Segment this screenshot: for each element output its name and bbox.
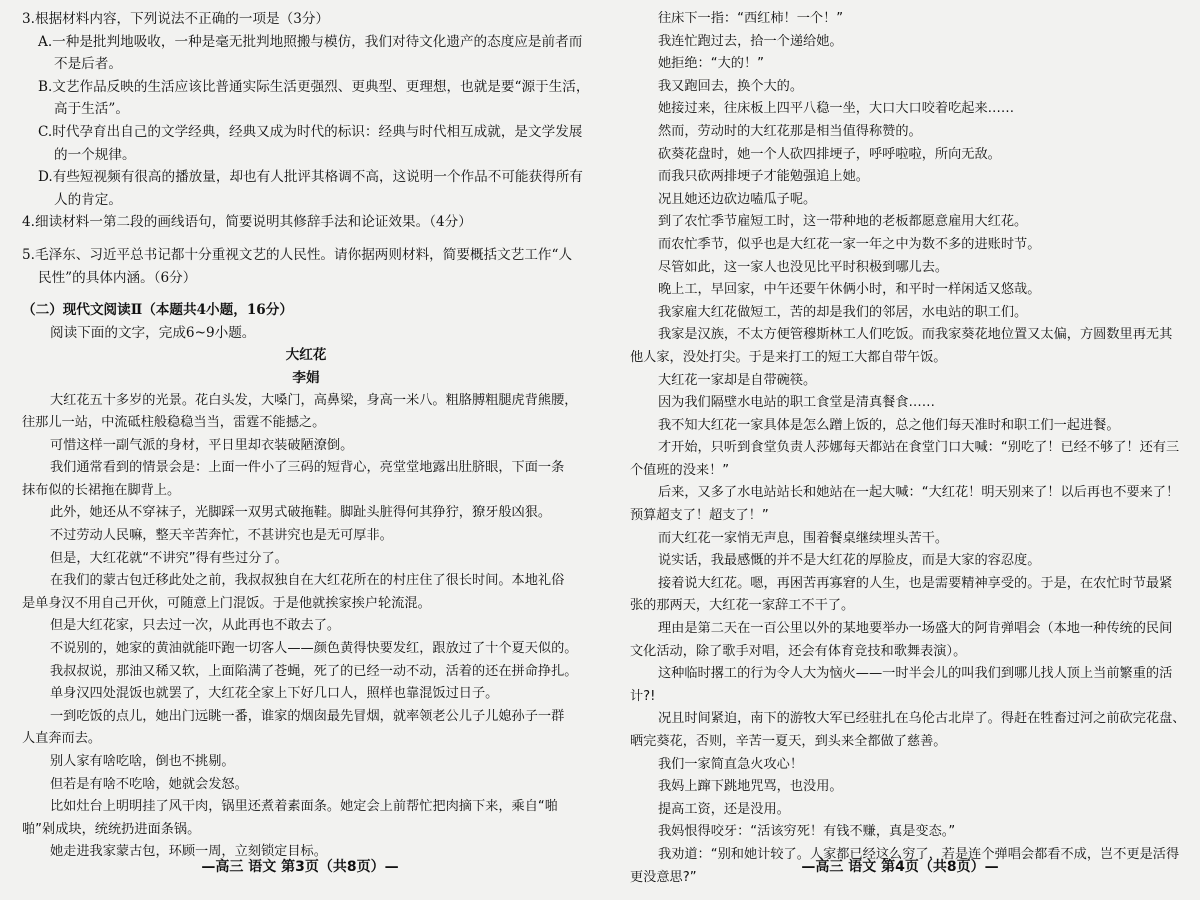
story-line: 但是，大红花就“不讲究”得有些过分了。 [50,550,288,566]
story-line: 而我只砍两排埂子才能勉强追上她。 [658,169,869,185]
story-line: 我妈上蹿下跳地咒骂，也没用。 [658,779,843,795]
story-line: 人直奔而去。 [22,731,102,747]
story-line: 而大红花一家悄无声息，围着餐桌继续埋头苦干。 [658,530,949,546]
story-line: 我们通常看到的情景会是：上面一件小了三码的短背心，亮堂堂地露出肚脐眼，下面一条 [50,460,565,476]
story-title: 大红花 [285,347,327,364]
story-line: 我家是汉族，不太方便管穆斯林工人们吃饭。而我家葵花地位置又太偏，方圆数里再无其 [658,327,1173,343]
story-line: 张的那两天，大红花一家辞工不干了。 [630,598,855,614]
story-line: 更没意思?” [630,869,697,885]
story-line: 我妈恨得咬牙：“活该穷死！有钱不赚，真是变态。” [658,824,956,840]
story-line: 我叔叔说，那油又稀又软，上面陷满了苍蝇，死了的已经一动不动，活着的还在拼命挣扎。 [50,663,578,679]
story-line: 是单身汉不用自己开伙，可随意上门混饭。于是他就挨家挨户轮流混。 [22,595,431,611]
answer-space [22,289,590,299]
story-line: 而农忙季节，似乎也是大红花一家一年之中为数不多的进账时节。 [658,236,1041,252]
section-instruction: 阅读下面的文字，完成6~9小题。 [50,324,256,341]
story-line: 理由是第二天在一百公里以外的某地要举办一场盛大的阿肯弹唱会（本地一种传统的民间 [658,621,1173,637]
story-line: 因为我们隔壁水电站的职工食堂是清真餐食…… [658,395,935,411]
answer-space [22,234,590,244]
story-line: 此外，她还从不穿袜子，光脚踩一双男式破拖鞋。脚趾头脏得何其狰狞，獠牙般凶狠。 [50,505,552,521]
story-line: 后来，又多了水电站站长和她站在一起大喊：“大红花！明天别来了！以后再也不要来了！ [658,485,1180,501]
story-line: 我家雇大红花做短工，苦的却是我们的邻居，水电站的职工们。 [658,304,1028,320]
q3-option-a-cont: 不是后者。 [54,56,122,73]
right-page [600,0,1200,900]
story-line: 我又跑回去，换个大的。 [658,78,804,94]
story-line: 晚上工，早回家，中午还要午休俩小时，和平时一样闲适又悠哉。 [658,282,1041,298]
story-line: 计?! [630,688,656,704]
story-line: 但若是有啥不吃啥，她就会发怒。 [50,776,248,792]
story-line: 抹布似的长裙拖在脚背上。 [22,482,181,498]
story-line: 不说别的，她家的黄油就能吓跑一切客人——颜色黄得快要发红，跟放过了十个夏天似的。 [50,641,578,657]
q3-option-b: B.文艺作品反映的生活应该比普通实际生活更强烈、更典型、更理想，也就是要“源于生活， [38,78,590,95]
story-line: 一到吃饭的点儿，她出门远眺一番，谁家的烟囱最先冒烟，就率领老公儿子儿媳孙子一群 [50,708,565,724]
q3-option-a: A.一种是批判地吸收，一种是毫无批判地照搬与模仿，我们对待文化遗产的态度应是前者而 [38,33,583,50]
story-line: 说实话，我最感慨的并不是大红花的厚脸皮，而是大家的容忍度。 [658,553,1041,569]
story-line: 不过劳动人民嘛，整天辛苦奔忙，不甚讲究也是无可厚非。 [50,528,393,544]
story-author: 李娟 [292,369,320,386]
page-footer: —高三 语文 第4页（共8页）— [801,859,999,875]
q3-option-c: C.时代孕育出自己的文学经典，经典又成为时代的标识：经典与时代相互成就，是文学发展 [38,123,583,140]
page-footer: —高三 语文 第3页（共8页）— [201,859,399,875]
story-line: 往床下一指：“西红柿！一个！” [658,11,844,26]
section-title: （二）现代文阅读Ⅱ（本题共4小题，16分） [22,302,293,319]
story-line: 个值班的没来！” [630,462,730,478]
story-line: 往那儿一站，中流砥柱般稳稳当当，雷霆不能撼之。 [22,415,326,431]
story-line: 然而，劳动时的大红花那是相当值得称赞的。 [658,123,922,139]
story-line: 在我们的蒙古包迁移此处之前，我叔叔独自在大红花所在的村庄住了很长时间。本地礼俗 [50,573,565,589]
story-line: 况且时间紧迫，南下的游牧大军已经驻扎在乌伦古北岸了。得赶在牲畜过河之前砍完花盘、 [658,711,1186,727]
story-line: 比如灶台上明明挂了风干肉，锅里还煮着素面条。她定会上前帮忙把肉摘下来，乘自“啪 [50,799,558,815]
story-line: 预算超支了！超支了！” [630,508,769,524]
story-line: 我们一家简直急火攻心！ [658,756,804,772]
story-line: 大红花一家却是自带碗筷。 [658,372,817,388]
story-line: 我不知大红花一家具体是怎么蹭上饭的，总之他们每天准时和职工们一起进餐。 [658,417,1120,433]
story-line: 这种临时撂工的行为令人大为恼火——一时半会儿的叫我们到哪儿找人顶上当前繁重的活 [658,666,1173,682]
story-line: 别人家有啥吃啥，倒也不挑剔。 [50,754,235,769]
story-line: 晒完葵花，否则，辛苦一夏天，到头来全都做了慈善。 [630,734,947,749]
story-line: 单身汉四处混饭也就罢了，大红花全家上下好几口人，照样也靠混饭过日子。 [50,686,499,702]
story-line: 啪”剁成块，统统扔进面条锅。 [22,821,201,837]
story-line: 她走进我家蒙古包，环顾一周，立刻锁定目标。 [50,844,327,860]
q3-option-d-cont: 人的肯定。 [54,191,122,208]
story-line: 可惜这样一副气派的身材，平日里却衣装破陋潦倒。 [50,437,354,453]
story-line: 况且她还边砍边嗑瓜子呢。 [658,191,817,207]
story-line: 才开始，只听到食堂负责人莎娜每天都站在食堂门口大喊：“别吃了！已经不够了！还有三 [658,440,1180,456]
q3-stem: 3.根据材料内容，下列说法不正确的一项是（3分） [22,11,330,27]
story-line: 砍葵花盘时，她一个人砍四排埂子，呼呼啦啦，所向无敌。 [658,146,1001,162]
story-line: 他人家，没处打尖。于是来打工的短工大都自带午饭。 [630,349,947,365]
story-line: 我连忙跑过去，拾一个递给她。 [658,33,843,49]
story-line: 但是大红花家，只去过一次，从此再也不敢去了。 [50,618,341,634]
story-line: 提高工资，还是没用。 [658,801,790,817]
story-line: 她接过来，往床板上四平八稳一坐，大口大口咬着吃起来…… [658,101,1015,117]
q5-stem-cont: 民性”的具体内涵。（6分） [38,269,197,286]
story-line: 文化活动，除了歌手对唱，还会有体育竞技和歌舞表演）。 [630,643,967,659]
story-line: 她拒绝：“大的！” [658,56,764,72]
q5-stem: 5.毛泽东、习近平总书记都十分重视文艺的人民性。请你据两则材料，简要概括文艺工作“人 [22,246,573,263]
story-line: 大红花五十多岁的光景。花白头发，大嗓门，高鼻梁，身高一米八。粗胳膊粗腿虎背熊腰， [50,392,578,408]
q3-option-c-cont: 的一个规律。 [54,146,136,163]
story-line: 尽管如此，这一家人也没见比平时积极到哪儿去。 [658,259,949,275]
q3-option-d: D.有些短视频有很高的播放量，却也有人批评其格调不高，这说明一个作品不可能获得所有 [38,169,583,186]
story-line: 我劝道：“别和她计较了。人家都已经这么穷了，若是连个弹唱会都看不成，岂不更是活得 [658,846,1180,862]
q3-option-b-cont: 高于生活”。 [54,101,129,118]
story-line: 到了农忙季节雇短工时，这一带种地的老板都愿意雇用大红花。 [658,214,1028,230]
story-line: 接着说大红花。嗯，再困苦再寡窘的人生，也是需要精神享受的。于是，在农忙时节最紧 [658,575,1173,591]
q4-stem: 4.细读材料一第二段的画线语句，简要说明其修辞手法和论证效果。（4分） [22,214,472,231]
